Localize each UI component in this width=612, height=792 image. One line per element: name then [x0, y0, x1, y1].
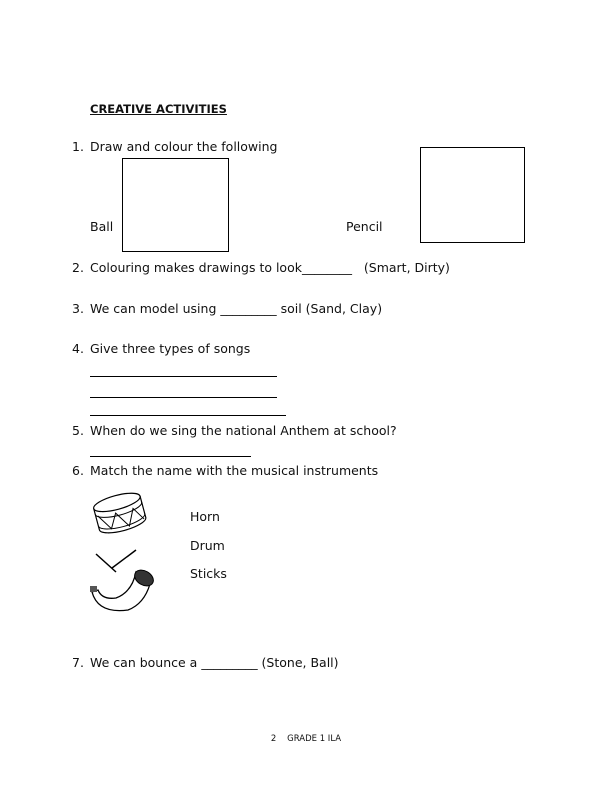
pencil-drawing-box [420, 147, 525, 243]
option-horn: Horn [190, 509, 220, 524]
q7-text: We can bounce a _________ (Stone, Ball) [90, 655, 339, 670]
sticks-icon [96, 550, 136, 572]
q4-number: 4. [72, 341, 84, 356]
answer-line [90, 397, 277, 398]
q2-text: Colouring makes drawings to look________ (Smart, Dirty) [90, 260, 450, 275]
ball-drawing-box [122, 158, 229, 252]
instruments-illustration [88, 492, 158, 622]
horn-icon [90, 567, 156, 611]
q3-text: We can model using _________ soil (Sand, Clay) [90, 301, 383, 316]
q4-text: Give three types of songs [90, 341, 251, 356]
drum-icon [92, 492, 148, 537]
q3-number: 3. [72, 301, 84, 316]
pencil-label: Pencil [346, 219, 383, 234]
q7-number: 7. [72, 655, 84, 670]
answer-line [90, 376, 277, 377]
ball-label: Ball [90, 219, 114, 234]
page-footer: 2 GRADE 1 ILA [270, 734, 342, 744]
answer-line [90, 456, 251, 457]
q1-number: 1. [72, 139, 84, 154]
q5-text: When do we sing the national Anthem at school? [90, 423, 397, 438]
answer-line [90, 415, 286, 416]
q6-number: 6. [72, 463, 84, 478]
option-drum: Drum [190, 538, 225, 553]
option-sticks: Sticks [190, 566, 227, 581]
q1-text: Draw and colour the following [90, 139, 278, 154]
q6-text: Match the name with the musical instruments [90, 463, 379, 478]
q2-number: 2. [72, 260, 84, 275]
section-title: CREATIVE ACTIVITIES [90, 102, 227, 116]
q5-number: 5. [72, 423, 84, 438]
